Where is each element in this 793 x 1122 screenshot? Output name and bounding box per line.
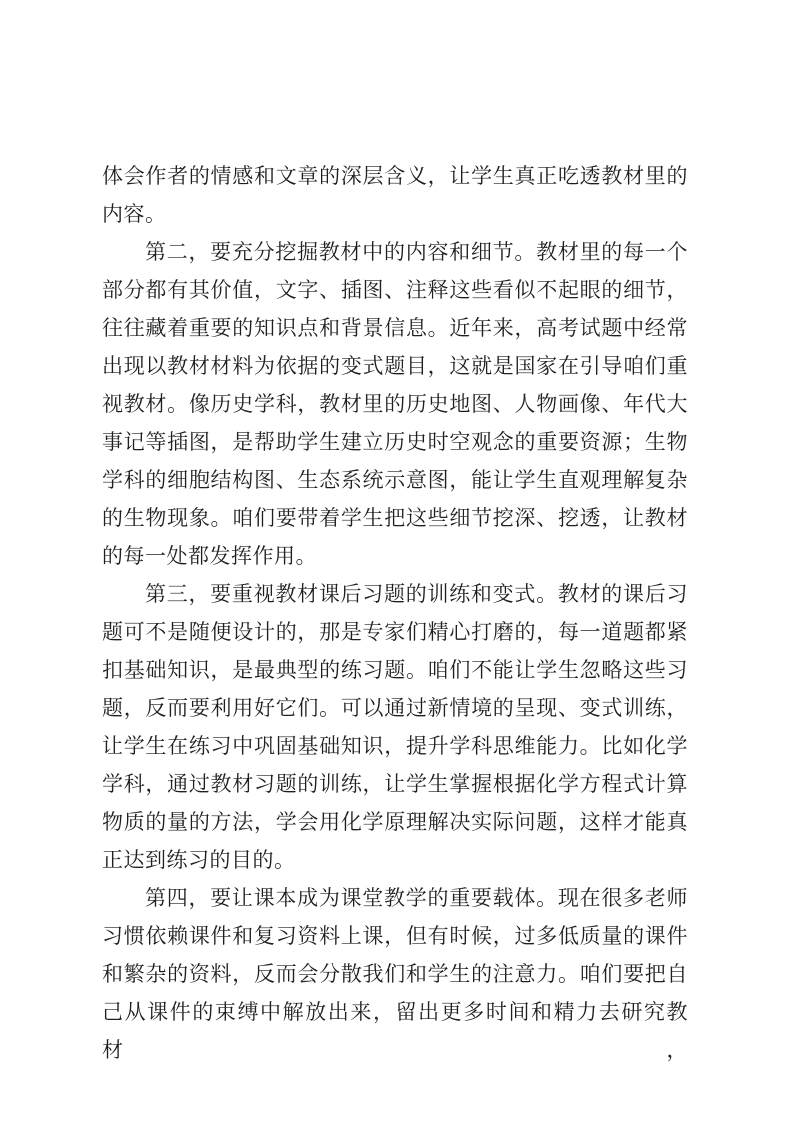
text-line: 部分都有其价值，文字、插图、注释这些看似不起眼的细节， <box>102 278 688 302</box>
text-line: 视教材。像历史学科，教材里的历史地图、人物画像、年代大 <box>102 392 688 416</box>
text-line: 和繁杂的资料，反而会分散我们和学生的注意力。咱们要把自 <box>102 962 688 986</box>
text-line: 学科的细胞结构图、生态系统示意图，能让学生直观理解复杂 <box>102 468 688 492</box>
document-body-text <box>102 157 688 1062</box>
text-line: 题，反而要利用好它们。可以通过新情境的呈现、变式训练， <box>102 696 688 720</box>
text-line: 扣基础知识，是最典型的练习题。咱们不能让学生忽略这些习 <box>102 658 688 682</box>
text-line: 题可不是随便设计的，那是专家们精心打磨的，每一道题都紧 <box>102 620 688 644</box>
text-line: 学科，通过教材习题的训练，让学生掌握根据化学方程式计算 <box>102 772 688 796</box>
text-line: 的每一处都发挥作用。 <box>102 544 317 568</box>
text-line: 往往藏着重要的知识点和背景信息。近年来，高考试题中经常 <box>102 316 688 340</box>
text-line: 事记等插图，是帮助学生建立历史时空观念的重要资源；生物 <box>102 430 688 454</box>
text-line: 体会作者的情感和文章的深层含义，让学生真正吃透教材里的 <box>102 164 688 188</box>
text-line: 物质的量的方法，学会用化学原理解决实际问题，这样才能真 <box>102 810 688 834</box>
text-line: 习惯依赖课件和复习资料上课，但有时候，过多低质量的课件 <box>102 924 688 948</box>
text-line-paragraph-start: 第二，要充分挖掘教材中的内容和细节。教材里的每一个 <box>145 240 688 264</box>
text-line-paragraph-start: 第四，要让课本成为课堂教学的重要载体。现在很多老师 <box>145 886 688 910</box>
text-line: 出现以教材材料为依据的变式题目，这就是国家在引导咱们重 <box>102 354 688 378</box>
text-line: 的生物现象。咱们要带着学生把这些细节挖深、挖透，让教材 <box>102 506 688 530</box>
text-line: 己从课件的束缚中解放出来，留出更多时间和精力去研究教材， <box>102 1000 688 1062</box>
text-line-paragraph-start: 第三，要重视教材课后习题的训练和变式。教材的课后习 <box>145 582 688 606</box>
text-line: 让学生在练习中巩固基础知识，提升学科思维能力。比如化学 <box>102 734 688 758</box>
text-line: 正达到练习的目的。 <box>102 848 296 872</box>
text-line: 内容。 <box>102 202 167 226</box>
